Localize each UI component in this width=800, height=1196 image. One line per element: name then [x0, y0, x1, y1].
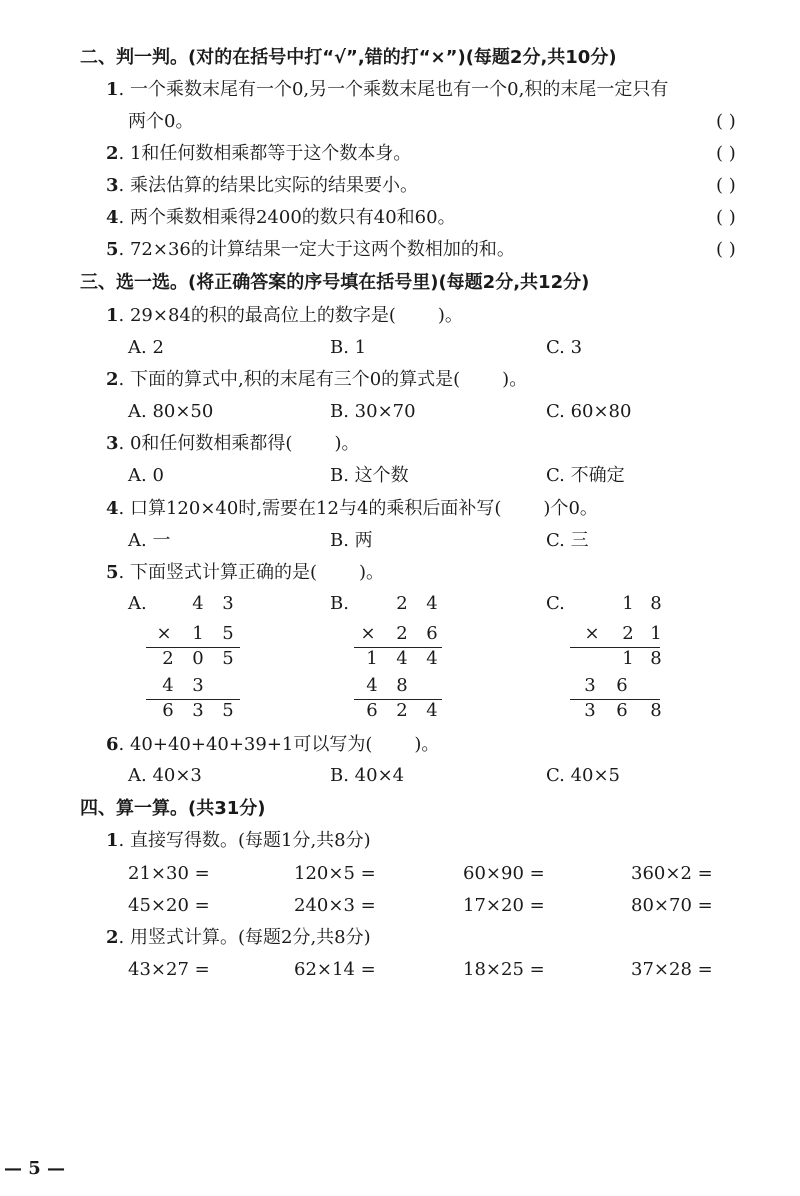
answer-paren[interactable]: ( ) — [716, 111, 736, 132]
question-number: 4 — [106, 498, 119, 519]
digit: 6 — [366, 700, 378, 721]
question-text: . 0和任何数相乘都得( — [118, 433, 293, 454]
question-number: 6 — [106, 734, 119, 755]
column-calc: 18×25 = — [463, 959, 545, 980]
option-c: C. 不确定 — [546, 465, 625, 486]
option-c: C. 三 — [546, 530, 589, 551]
s2-item-5 — [106, 238, 515, 262]
oral-calc: 60×90 = — [463, 863, 545, 884]
oral-calc: 21×30 = — [128, 863, 210, 884]
digit: 4 — [162, 675, 174, 696]
s4-sub-1 — [106, 829, 371, 853]
digit: 4 — [426, 593, 438, 614]
option-label: C. — [546, 593, 565, 614]
question-number: 2 — [106, 369, 119, 390]
times-sign: × — [584, 623, 600, 644]
oral-calc: 360×2 = — [631, 863, 713, 884]
digit: 3 — [584, 700, 596, 721]
s2-item-1-cont: 两个0。 — [128, 111, 194, 132]
option-c: C. 3 — [546, 337, 583, 358]
digit: 4 — [396, 648, 408, 669]
question-number: 1 — [106, 305, 119, 326]
s3-question-4 — [106, 497, 598, 521]
option-a: A. 40×3 — [128, 765, 202, 786]
answer-paren[interactable]: ( ) — [716, 207, 736, 228]
digit: 1 — [650, 623, 662, 644]
option-b: B. 30×70 — [330, 401, 416, 422]
question-text: . 下面竖式计算正确的是( — [118, 562, 317, 583]
item-text: . 乘法估算的结果比实际的结果要小。 — [118, 175, 418, 196]
digit: 2 — [396, 623, 408, 644]
s3-question-6 — [106, 733, 439, 757]
digit: 0 — [192, 648, 204, 669]
option-a: A. 0 — [128, 465, 164, 486]
question-text-end: )。 — [334, 433, 360, 454]
digit: 6 — [616, 675, 628, 696]
option-a: A. 一 — [128, 530, 171, 551]
item-text: . 1和任何数相乘都等于这个数本身。 — [118, 143, 412, 164]
question-text-end: )。 — [359, 562, 385, 583]
oral-calc: 240×3 = — [294, 895, 376, 916]
section4-heading: 四、算一算。(共31分) — [80, 798, 266, 819]
item-text: . 两个乘数相乘得2400的数只有40和60。 — [118, 207, 456, 228]
digit: 4 — [366, 675, 378, 696]
item-number: 2 — [106, 143, 119, 164]
oral-calc: 17×20 = — [463, 895, 545, 916]
option-label: B. — [330, 593, 349, 614]
digit: 6 — [426, 623, 438, 644]
times-sign: × — [360, 623, 376, 644]
s3-question-5 — [106, 561, 384, 585]
digit: 2 — [396, 700, 408, 721]
s2-item-4 — [106, 206, 456, 230]
item-text: . 72×36的计算结果一定大于这两个数相加的和。 — [118, 239, 515, 260]
question-text: . 口算120×40时,需要在12与4的乘积后面补写( — [118, 498, 502, 519]
digit: 8 — [396, 675, 408, 696]
digit: 4 — [426, 700, 438, 721]
option-label: A. — [128, 593, 147, 614]
digit: 6 — [162, 700, 174, 721]
sub-number: 1 — [106, 830, 119, 851]
digit: 5 — [222, 700, 234, 721]
vertical-calc-a — [128, 592, 248, 732]
digit: 1 — [622, 593, 634, 614]
digit: 3 — [192, 675, 204, 696]
option-b: B. 两 — [330, 530, 373, 551]
oral-calc: 120×5 = — [294, 863, 376, 884]
digit: 2 — [162, 648, 174, 669]
s2-item-2 — [106, 142, 411, 166]
item-number: 1 — [106, 79, 119, 100]
digit: 1 — [622, 648, 634, 669]
question-text-end: )。 — [414, 734, 440, 755]
column-calc: 62×14 = — [294, 959, 376, 980]
vertical-calc-c — [546, 592, 666, 732]
digit: 4 — [192, 593, 204, 614]
option-c: C. 60×80 — [546, 401, 632, 422]
digit: 8 — [650, 593, 662, 614]
s3-question-1 — [106, 304, 463, 328]
s4-sub-2 — [106, 926, 371, 950]
s3-question-2 — [106, 368, 527, 392]
s2-item-3 — [106, 174, 418, 198]
digit: 1 — [192, 623, 204, 644]
question-number: 5 — [106, 562, 119, 583]
digit: 5 — [222, 623, 234, 644]
sub-text: . 用竖式计算。(每题2分,共8分) — [118, 927, 371, 948]
section3-heading: 三、选一选。(将正确答案的序号填在括号里)(每题2分,共12分) — [80, 272, 590, 293]
option-a: A. 2 — [128, 337, 164, 358]
question-text: . 下面的算式中,积的末尾有三个0的算式是( — [118, 369, 461, 390]
option-b: B. 这个数 — [330, 465, 409, 486]
answer-paren[interactable]: ( ) — [716, 143, 736, 164]
column-calc: 43×27 = — [128, 959, 210, 980]
question-text: . 29×84的积的最高位上的数字是( — [118, 305, 396, 326]
option-c: C. 40×5 — [546, 765, 621, 786]
s3-question-3 — [106, 432, 359, 456]
question-text: . 40+40+40+39+1可以写为( — [118, 734, 373, 755]
digit: 2 — [622, 623, 634, 644]
option-a: A. 80×50 — [128, 401, 214, 422]
vertical-calc-b — [330, 592, 450, 732]
digit: 3 — [192, 700, 204, 721]
digit: 6 — [616, 700, 628, 721]
question-text-end: )。 — [502, 369, 528, 390]
item-text: . 一个乘数末尾有一个0,另一个乘数末尾也有一个0,积的末尾一定只有 — [118, 79, 669, 100]
item-number: 3 — [106, 175, 119, 196]
digit: 4 — [426, 648, 438, 669]
oral-calc: 45×20 = — [128, 895, 210, 916]
answer-paren[interactable]: ( ) — [716, 239, 736, 260]
digit: 8 — [650, 648, 662, 669]
item-number: 4 — [106, 207, 119, 228]
option-b: B. 40×4 — [330, 765, 405, 786]
item-number: 5 — [106, 239, 119, 260]
digit: 5 — [222, 648, 234, 669]
page-number: — 5 — — [4, 1158, 66, 1179]
section2-heading: 二、判一判。(对的在括号中打“√”,错的打“×”)(每题2分,共10分) — [80, 47, 617, 68]
sub-number: 2 — [106, 927, 119, 948]
digit: 8 — [650, 700, 662, 721]
column-calc: 37×28 = — [631, 959, 713, 980]
times-sign: × — [156, 623, 172, 644]
digit: 3 — [222, 593, 234, 614]
digit: 1 — [366, 648, 378, 669]
question-number: 3 — [106, 433, 119, 454]
oral-calc: 80×70 = — [631, 895, 713, 916]
answer-paren[interactable]: ( ) — [716, 175, 736, 196]
s2-item-1 — [106, 78, 668, 102]
digit: 3 — [584, 675, 596, 696]
option-b: B. 1 — [330, 337, 367, 358]
question-text-end: )个0。 — [543, 498, 598, 519]
digit: 2 — [396, 593, 408, 614]
question-text-end: )。 — [437, 305, 463, 326]
sub-text: . 直接写得数。(每题1分,共8分) — [118, 830, 371, 851]
